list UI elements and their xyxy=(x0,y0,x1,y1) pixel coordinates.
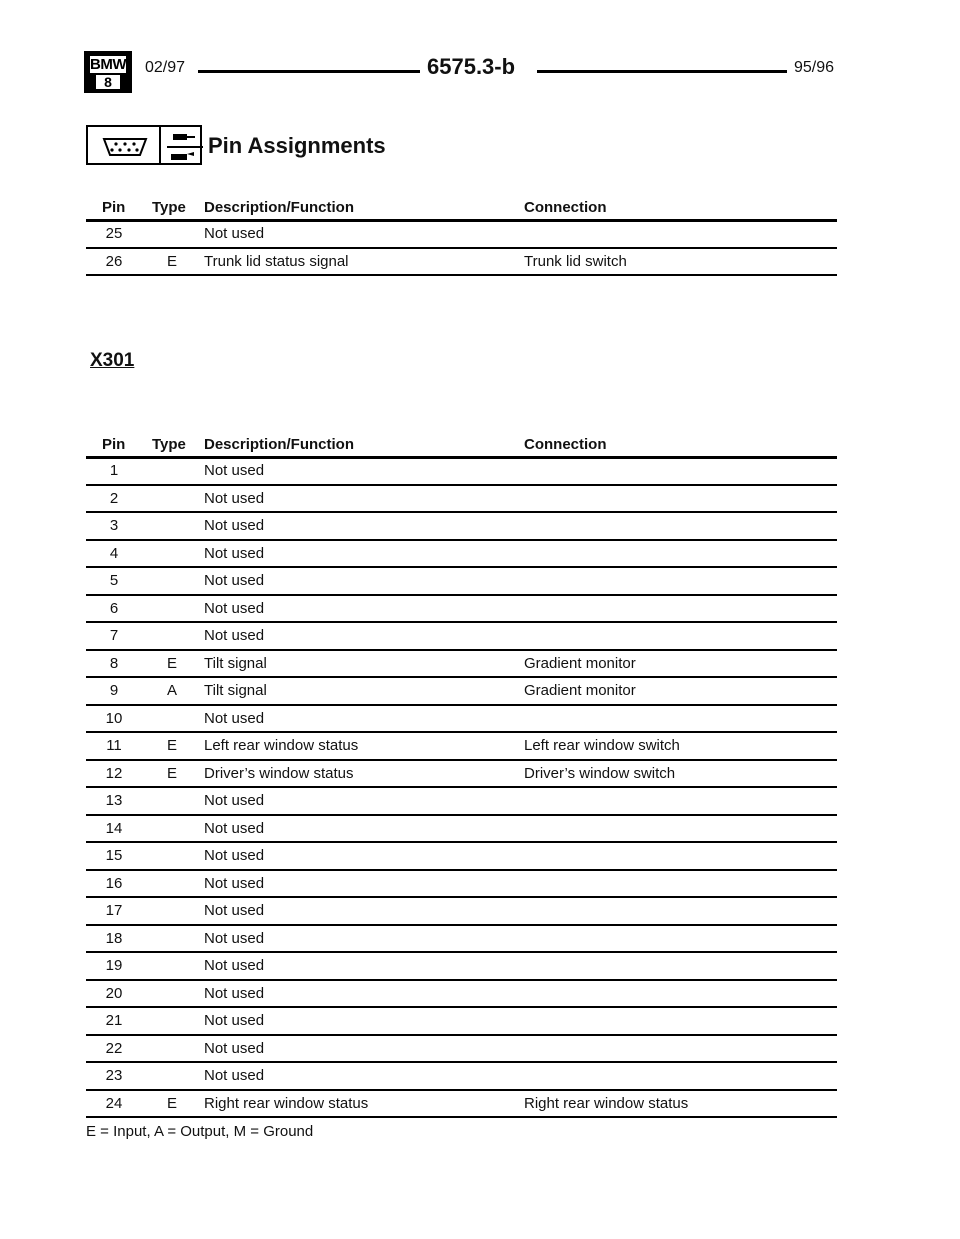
header-rule-left xyxy=(198,70,420,73)
row-divider xyxy=(86,841,837,843)
pin-cell: 2 xyxy=(109,489,119,507)
type-cell: E xyxy=(166,654,177,672)
description-cell: Tilt signal xyxy=(204,682,267,699)
row-divider xyxy=(86,676,837,678)
connector-label: X301 xyxy=(90,350,135,371)
row-divider xyxy=(86,896,837,898)
pin-cell: 23 xyxy=(105,1067,123,1084)
row-divider xyxy=(86,1061,837,1063)
header-document-code: 6575.3-b xyxy=(427,54,516,79)
row-divider xyxy=(86,814,837,816)
pin-cell: 5 xyxy=(109,572,119,589)
pin-cell: 15 xyxy=(105,847,123,864)
pin-cell: 13 xyxy=(105,792,123,809)
description-cell: Not used xyxy=(204,1067,265,1084)
pin-cell: 3 xyxy=(109,517,119,534)
row-divider xyxy=(86,594,837,596)
connection-cell: Driver’s window switch xyxy=(524,764,676,782)
row-divider xyxy=(86,484,837,486)
description-cell: Not used xyxy=(204,984,265,1002)
pin-cell: 24 xyxy=(105,1094,123,1112)
type-cell: A xyxy=(166,682,177,699)
row-divider xyxy=(86,786,837,788)
description-cell: Right rear window status xyxy=(204,1094,369,1112)
pin-cell: 19 xyxy=(105,957,123,974)
col-header-description: Description/Function xyxy=(204,436,354,453)
pin-cell: 12 xyxy=(105,764,123,782)
col-header-type: Type xyxy=(152,199,186,216)
pin-cell: 4 xyxy=(109,544,119,562)
col-header-type: Type xyxy=(152,436,186,453)
bmw-model-number: 8 xyxy=(96,75,120,89)
description-cell: Not used xyxy=(204,627,265,644)
description-cell: Not used xyxy=(204,957,265,974)
pin-cell: 9 xyxy=(109,682,119,699)
col-header-connection: Connection xyxy=(524,436,607,453)
col-header-pin: Pin xyxy=(102,199,126,216)
pin-cell: 10 xyxy=(105,709,123,727)
bmw-logo xyxy=(84,51,132,93)
connection-cell: Right rear window status xyxy=(524,1094,689,1112)
type-legend: E = Input, A = Output, M = Ground xyxy=(86,1123,314,1140)
connection-cell: Trunk lid switch xyxy=(524,252,627,270)
header-model-years: 95/96 xyxy=(794,59,835,76)
description-cell: Not used xyxy=(204,489,265,507)
pin-cell: 14 xyxy=(105,819,123,837)
section-icon-box xyxy=(86,125,202,165)
row-divider xyxy=(86,1089,837,1091)
pin-cell: 16 xyxy=(105,874,123,892)
row-divider xyxy=(86,704,837,706)
connector-icon xyxy=(100,137,150,162)
row-divider xyxy=(86,511,837,513)
row-divider xyxy=(86,1116,837,1118)
description-cell: Not used xyxy=(204,1012,265,1029)
row-divider xyxy=(86,274,837,276)
row-divider xyxy=(86,924,837,926)
pin-cell: 25 xyxy=(105,225,123,242)
row-divider xyxy=(86,649,837,651)
row-divider xyxy=(86,869,837,871)
description-cell: Left rear window status xyxy=(204,737,359,754)
col-header-pin: Pin xyxy=(102,436,126,453)
description-cell: Not used xyxy=(204,819,265,837)
description-cell: Not used xyxy=(204,572,265,589)
row-divider xyxy=(86,566,837,568)
pin-cell: 18 xyxy=(105,929,123,947)
pin-cell: 20 xyxy=(105,984,123,1002)
pin-cell: 7 xyxy=(109,627,119,644)
description-cell: Not used xyxy=(204,462,265,479)
description-cell: Not used xyxy=(204,1039,265,1057)
pin-direction-icon xyxy=(167,130,203,169)
row-divider xyxy=(86,731,837,733)
type-cell: E xyxy=(166,252,177,270)
description-cell: Not used xyxy=(204,847,265,864)
pin-cell: 21 xyxy=(105,1012,123,1029)
page-title: Pin Assignments xyxy=(208,133,386,158)
icon-divider xyxy=(159,127,161,163)
description-cell: Driver’s window status xyxy=(204,764,354,782)
pin-cell: 17 xyxy=(105,902,123,919)
pin-cell: 11 xyxy=(106,737,122,754)
pin-cell: 26 xyxy=(105,252,123,270)
header-rule xyxy=(86,219,837,222)
header-rule xyxy=(86,456,837,459)
description-cell: Not used xyxy=(204,544,265,562)
row-divider xyxy=(86,951,837,953)
type-cell: E xyxy=(166,1094,177,1112)
col-header-connection: Connection xyxy=(524,199,607,216)
connection-cell: Gradient monitor xyxy=(524,682,636,699)
description-cell: Not used xyxy=(204,225,265,242)
description-cell: Not used xyxy=(204,874,265,892)
type-cell: E xyxy=(166,737,177,754)
pin-cell: 22 xyxy=(105,1039,123,1057)
connection-cell: Left rear window switch xyxy=(524,737,680,754)
pin-cell: 8 xyxy=(109,654,119,672)
description-cell: Not used xyxy=(204,599,265,617)
description-cell: Not used xyxy=(204,929,265,947)
pin-cell: 6 xyxy=(109,599,119,617)
row-divider xyxy=(86,759,837,761)
row-divider xyxy=(86,621,837,623)
description-cell: Not used xyxy=(204,709,265,727)
bmw-logo-text: BMW xyxy=(90,56,126,73)
description-cell: Tilt signal xyxy=(204,654,267,672)
header-date: 02/97 xyxy=(145,59,186,76)
description-cell: Not used xyxy=(204,517,265,534)
description-cell: Trunk lid status signal xyxy=(204,252,349,270)
header-rule-right xyxy=(537,70,787,73)
row-divider xyxy=(86,1034,837,1036)
pin-cell: 1 xyxy=(109,462,119,479)
description-cell: Not used xyxy=(204,902,265,919)
row-divider xyxy=(86,979,837,981)
row-divider xyxy=(86,1006,837,1008)
connection-cell: Gradient monitor xyxy=(524,654,636,672)
col-header-description: Description/Function xyxy=(204,199,354,216)
type-cell: E xyxy=(166,764,177,782)
row-divider xyxy=(86,247,837,249)
description-cell: Not used xyxy=(204,792,265,809)
row-divider xyxy=(86,539,837,541)
